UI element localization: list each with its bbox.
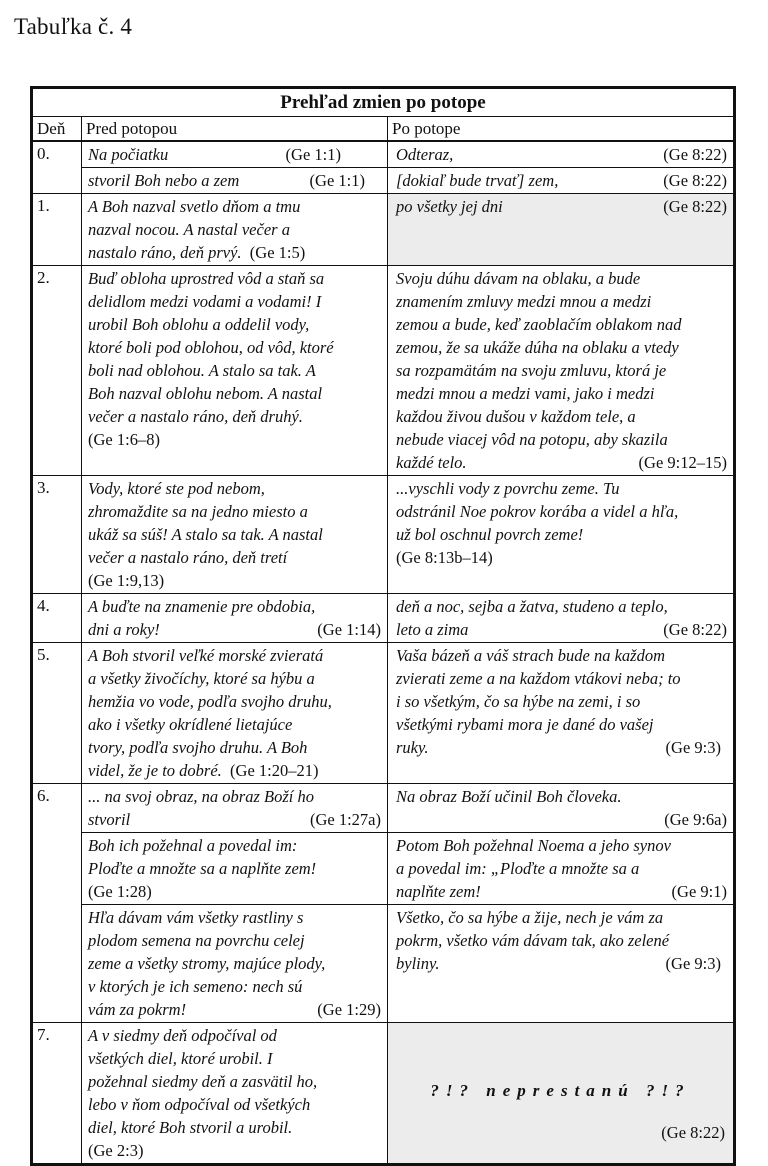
before-cell: A v siedmy deň odpočíval od všetkých diel, ktoré urobil. I požehnal siedmy deň a zasvätil ho, lebo v ňom odpočíval od všetkých diel, ktoré Boh stvoril a urobil. (Ge 2:3) xyxy=(88,1026,318,1160)
after-cell: Odteraz, (Ge 8:22) xyxy=(388,142,733,168)
table-row xyxy=(33,194,733,266)
day-number: 7. xyxy=(33,1023,82,1163)
after-cell: deň a noc, sejba a žatva, studeno a teplo, leto a zima (Ge 8:22) xyxy=(396,597,727,639)
before-cell: ... na svoj obraz, na obraz Boží ho stvoril (Ge 1:27a) xyxy=(82,784,387,833)
day-number: 0. xyxy=(33,142,82,193)
header-day: Deň xyxy=(33,117,82,140)
table-row xyxy=(33,266,733,476)
day-number: 4. xyxy=(33,594,82,642)
day-number: 1. xyxy=(33,194,82,265)
warning-text: ?!? neprestanú ?!? xyxy=(430,1081,691,1100)
header-after: Po potope xyxy=(392,119,461,138)
before-cell: A Boh stvoril veľké morské zvieratá a všetky živočíchy, ktoré sa hýbu a hemžia vo vode, podľa svojho druhu, ako i všetky okrídlené lietajúce tvory, podľa svojho druhu. A Boh videl, že je to dobré. (Ge 1:20–21) xyxy=(88,646,332,780)
after-cell: Všetko, čo sa hýbe a žije, nech je vám za pokrm, všetko vám dávam tak, ako zelené byliny. (Ge 9:3) xyxy=(396,908,721,973)
after-cell xyxy=(388,1023,733,1163)
header-before: Pred potopou xyxy=(82,117,388,140)
day-number: 2. xyxy=(33,266,82,475)
day-number: 3. xyxy=(33,476,82,593)
table-row xyxy=(33,1023,733,1163)
before-cell: Na počiatku (Ge 1:1) xyxy=(82,142,387,168)
header-row xyxy=(33,117,733,142)
after-cell: po všetky jej dni (Ge 8:22) xyxy=(396,197,727,216)
table-row xyxy=(33,142,733,194)
before-cell: Boh ich požehnal a povedal im: Ploďte a množte sa a naplňte zem! (Ge 1:28) xyxy=(82,833,387,905)
table-caption: Tabuľka č. 4 xyxy=(14,14,133,39)
before-cell: Vody, ktoré ste pod nebom, zhromaždite sa na jedno miesto a ukáž sa súš! A stalo sa tak. A nastal večer a nastalo ráno, deň tretí (Ge 1:9,13) xyxy=(88,479,323,590)
changes-table xyxy=(30,86,736,1166)
after-cell: Vaša bázeň a váš strach bude na každom zvierati zeme a na každom vtákovi neba; to i so všetkým, čo sa hýbe na zemi, i so všetkými rybami mora je dané do vašej ruky. (Ge 9:3) xyxy=(396,646,721,757)
after-cell: [dokiaľ bude trvať] zem, (Ge 8:22) xyxy=(396,171,727,190)
before-cell: stvoril Boh nebo a zem (Ge 1:1) xyxy=(88,171,365,190)
before-cell: Hľa dávam vám všetky rastliny s plodom semena na povrchu celej zeme a všetky stromy, majúce plody, v ktorých je ich semeno: nech sú vám za pokrm! (Ge 1:29) xyxy=(88,908,381,1019)
after-cell: Potom Boh požehnal Noema a jeho synov a povedal im: „Ploďte a množte sa a naplňte zem! (Ge 9:1) xyxy=(388,833,733,905)
after-cell: Svoju dúhu dávam na oblaku, a bude znamením zmluvy medzi mnou a medzi zemou a bude, keď zaoblačím oblakom nad zemou, že sa ukáže dúha na oblaku a vtedy sa rozpamätám na svoju zmluvu, ktorá je medzi mnou a medzi vami, jako i medzi každou živou dušou v každom tele, a nebude viacej vôd na potopu, aby skazila každé telo. (Ge 9:12–15) xyxy=(396,269,727,472)
reference: (Ge 8:22) xyxy=(661,1123,725,1142)
table-row xyxy=(33,594,733,643)
before-cell: A buďte na znamenie pre obdobia, dni a roky! (Ge 1:14) xyxy=(88,597,381,639)
table-row xyxy=(33,784,733,1023)
day-number: 6. xyxy=(33,784,82,1022)
table-row xyxy=(33,643,733,784)
table-row xyxy=(33,476,733,594)
before-cell: Buď obloha uprostred vôd a staň sa delidlom medzi vodami a vodami! I urobil Boh oblohu a oddelil vody, ktoré boli pod oblohou, od vôd, ktoré boli nad oblohou. A stalo sa tak. A Boh nazval oblohu nebom. A nastal večer a nastalo ráno, deň druhý. (Ge 1:6–8) xyxy=(88,269,334,449)
after-cell: ...vyschli vody z povrchu zeme. Tu odstránil Noe pokrov korába a videl a hľa, už bol oschnul povrch zeme! (Ge 8:13b–14) xyxy=(396,479,679,567)
day-number: 5. xyxy=(33,643,82,783)
table-title: Prehľad zmien po potope xyxy=(33,89,733,117)
after-cell: Na obraz Boží učinil Boh človeka. (Ge 9:6a) xyxy=(388,784,733,833)
before-cell: A Boh nazval svetlo dňom a tmu nazval nocou. A nastal večer a nastalo ráno, deň prvý. (Ge 1:5) xyxy=(88,197,306,262)
